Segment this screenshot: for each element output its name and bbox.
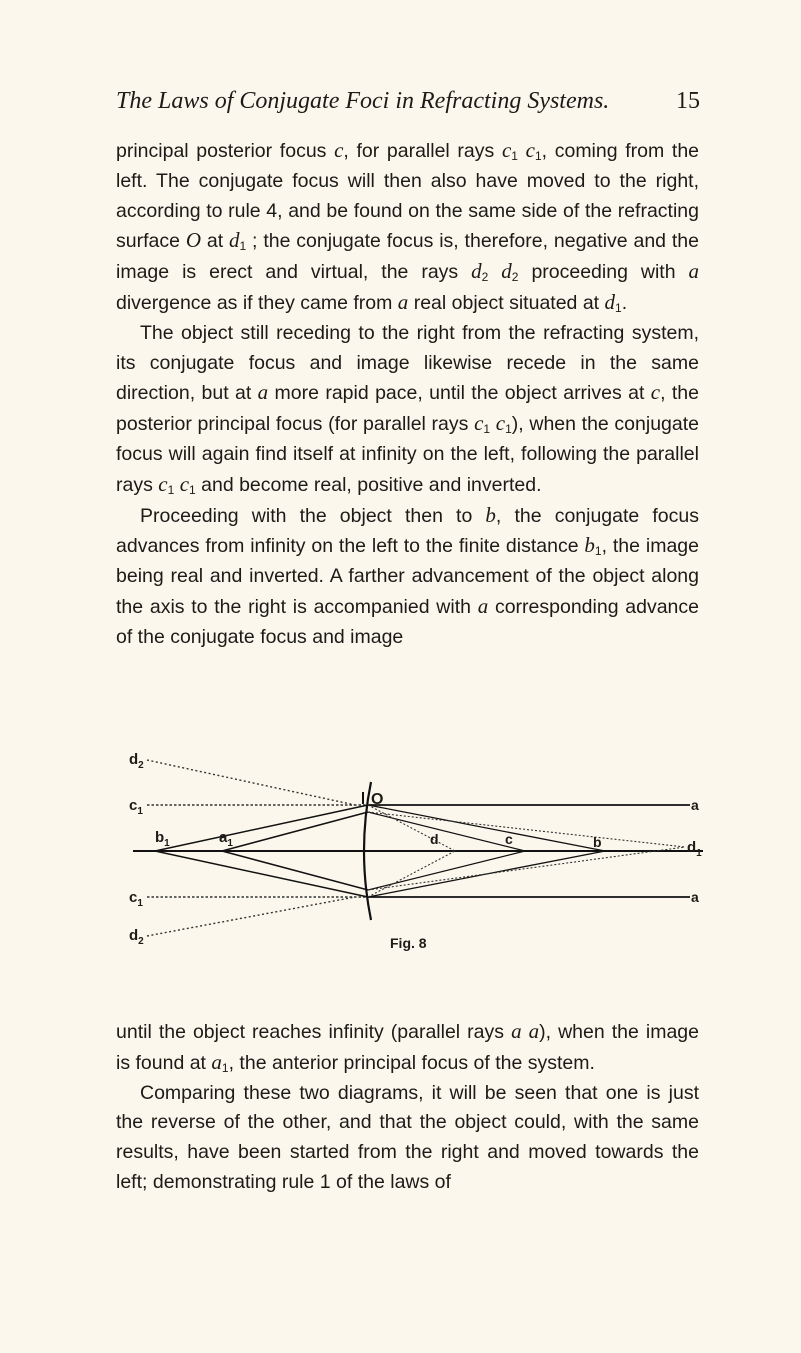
text-block-upper [116,136,699,653]
ray-to-b1-top [155,805,368,851]
paragraph-3: Proceeding with the object then to b, the conjugate focus advances from infinity on the left to the finite distance $b_1$, the image being real and inverted. A farther advancement of the object along the axis to the right is accompanied with a corresponding advance of the conjugate focus and image [116,502,699,648]
dotted-ray-d-top [368,805,455,851]
dotted-ray-d2-bottom [147,897,355,936]
running-title: The Laws of Conjugate Foci in Refracting Systems. [116,88,610,114]
label-d1: $d_1$ [687,839,702,859]
label-surface-O: O [371,791,384,808]
label-c1-bottom: $c_1$ [129,889,143,909]
label-c: c [505,831,513,847]
figure-8-diagram [125,752,705,992]
figure-caption: Fig. 8 [390,935,427,951]
paragraph-1: principal posterior focus c, for parallel rays $c_1$ $c_1$, coming from the left. The conjugate focus will then also have moved to the right, according to rule 4, and be found on the same side of the refracting surface O at $d_1$ ; the conjugate focus is, therefore, negative and the image is erect and virtual, the rays $d_2$ $d_2$ proceeding with a divergence as if they came from a real object situated at $d_1$. [116,138,700,315]
label-d: d [430,831,439,847]
ray-b-top [368,805,605,851]
running-header [116,88,700,115]
label-a1: $a_1$ [219,829,233,849]
paragraph-2: The object still receding to the right from the refracting system, its conjugate focus and image likewise recede in the same direction, but at a more rapid pace, until the object arrives at c, the posterior principal focus (for parallel rays $c_1$ $c_1$), when the conjugate focus will again find itself at infinity on the left, following the parallel rays $c_1$ $c_1$ and become real, positive and inverted. [116,321,700,497]
text-block-lower [116,1017,699,1198]
paragraph-4: until the object reaches infinity (parallel rays a a), when the image is found at $a_1$, the anterior principal focus of the system. [116,1019,699,1075]
dotted-ray-d1-bottom [368,847,685,890]
dotted-ray-d-bottom [368,851,455,897]
label-d2-bottom: $d_2$ [129,927,144,947]
label-a-bottom: a [691,889,699,905]
label-d2-top: $d_2$ [129,752,144,771]
label-c1-top: $c_1$ [129,797,143,817]
label-a-top: a [691,797,699,813]
dotted-ray-d1-top [368,812,685,847]
label-b: b [593,834,602,850]
ray-to-b1-bottom [155,851,368,897]
paragraph-5: Comparing these two diagrams, it will be seen that one is just the reverse of the other, and that the object could, with the same results, have been started from the right and moved towards the left; demonstrating rule 1 of the laws of [116,1081,699,1193]
ray-b-bottom [368,851,605,897]
dotted-ray-d2-top [147,760,355,805]
page-number: 15 [676,88,700,114]
label-b1: $b_1$ [155,829,170,849]
